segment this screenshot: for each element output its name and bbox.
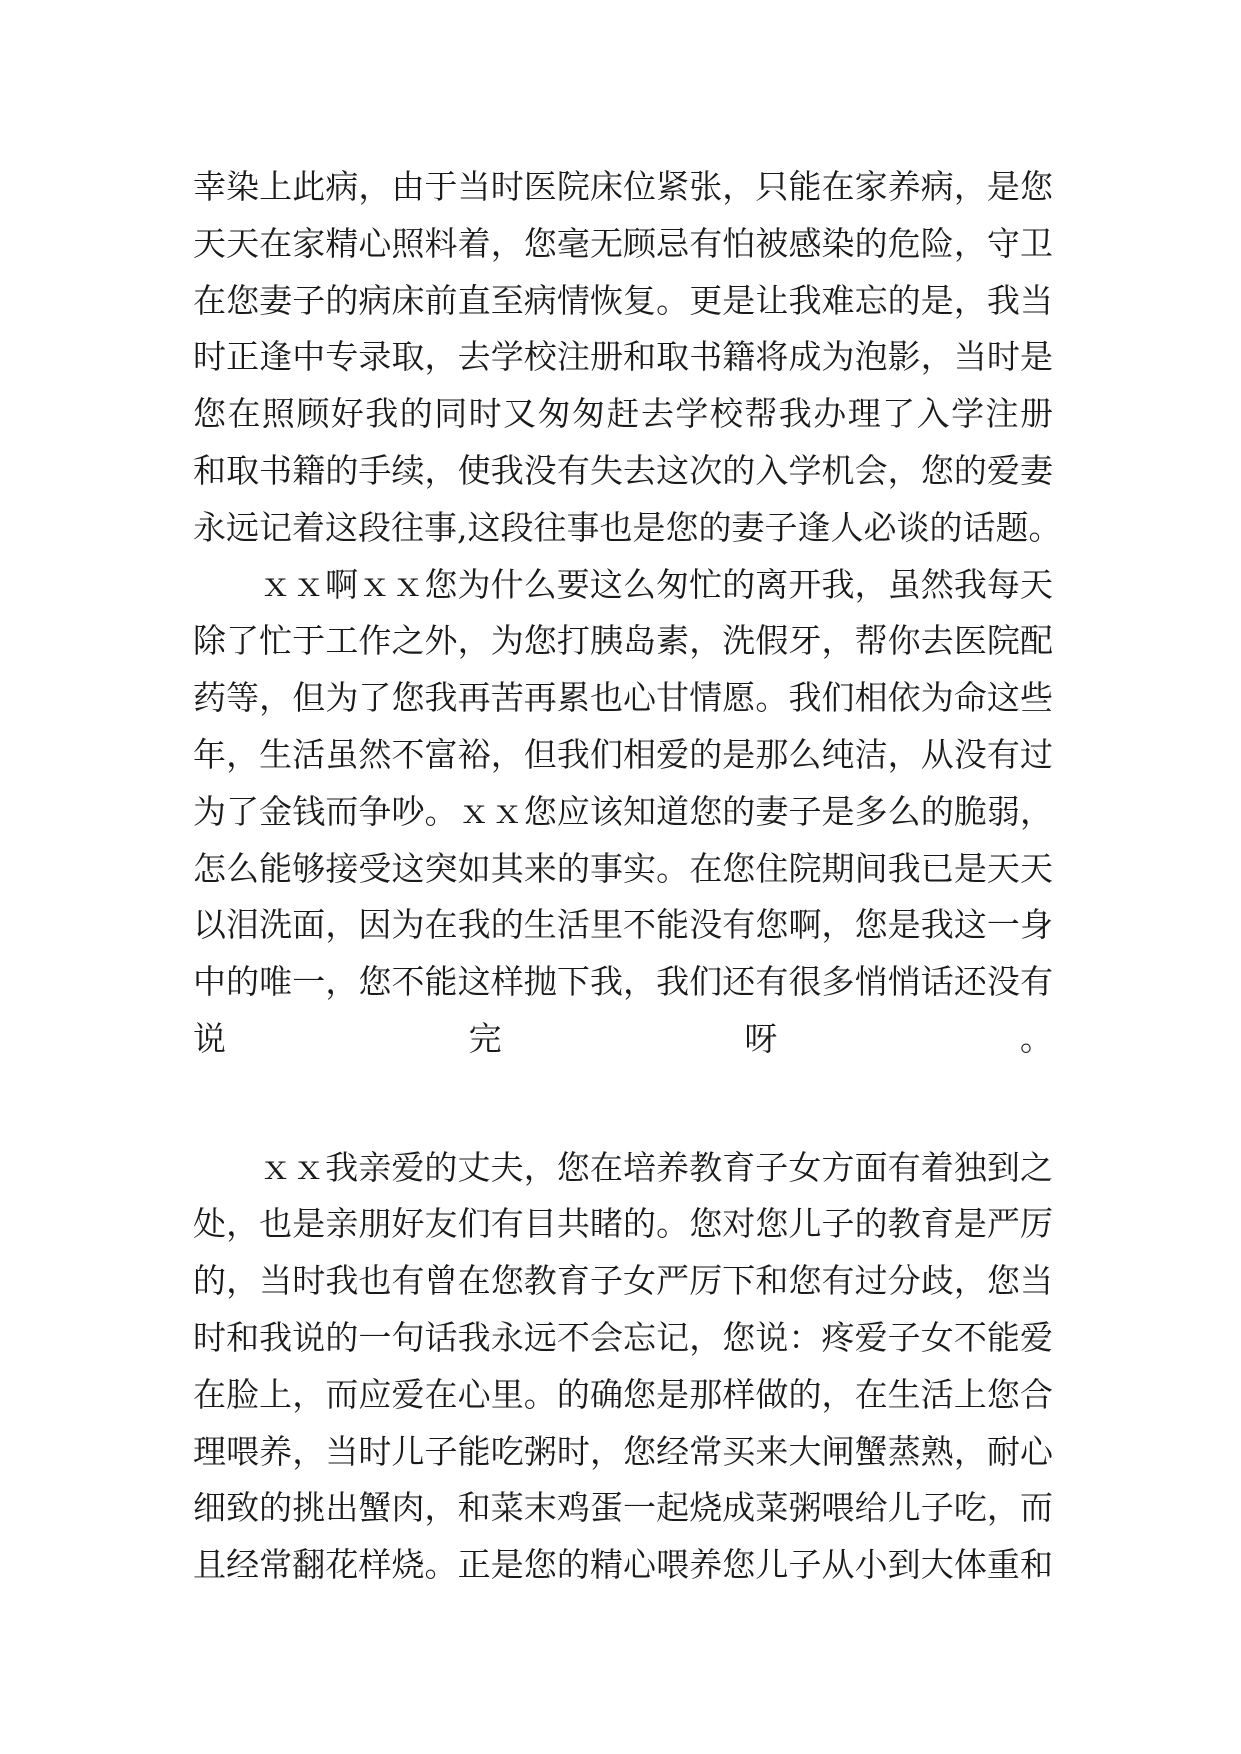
text-line: 药等，但为了您我再苦再累也心甘情愿。我们相依为命这些	[193, 678, 1053, 718]
text-line: 天天在家精心照料着，您毫无顾忌有怕被感染的危险，守卫	[193, 223, 1053, 263]
paragraph	[193, 1140, 1053, 1594]
text-line: 年，生活虽然不富裕，但我们相爱的是那么纯洁，从没有过	[193, 734, 1053, 774]
text-line: 中的唯一，您不能这样抛下我，我们还有很多悄悄话还没有	[193, 962, 1053, 1002]
paragraph	[193, 159, 1062, 557]
text-line: 以泪洗面，因为在我的生活里不能没有您啊，您是我这一身	[193, 905, 1053, 945]
text-line: 在您妻子的病床前直至病情恢复。更是让我难忘的是，我当	[193, 280, 1053, 320]
text-line: 的，当时我也有曾在您教育子女严厉下和您有过分歧，您当	[193, 1261, 1053, 1301]
text-line: 且经常翻花样烧。正是您的精心喂养您儿子从小到大体重和	[193, 1545, 1053, 1585]
paragraph	[193, 557, 1053, 1125]
text-line: 除了忙于工作之外，为您打胰岛素，洗假牙，帮你去医院配	[193, 621, 1053, 661]
body-text	[193, 159, 1062, 1594]
text-line: 时正逢中专录取，去学校注册和取书籍将成为泡影，当时是	[193, 337, 1053, 377]
text-line: 在脸上，而应爱在心里。的确您是那样做的，在生活上您合	[193, 1374, 1053, 1414]
text-line	[193, 1068, 1053, 1125]
text-line: 说完呀。	[193, 1018, 1053, 1058]
text-line: 永远记着这段往事,这段往事也是您的妻子逢人必谈的话题。	[193, 507, 1062, 547]
text-line: 理喂养，当时儿子能吃粥时，您经常买来大闸蟹蒸熟，耐心	[193, 1431, 1053, 1471]
text-line: 怎么能够接受这突如其来的事实。在您住院期间我已是天天	[193, 848, 1053, 888]
text-line: 时和我说的一句话我永远不会忘记，您说：疼爱子女不能爱	[193, 1317, 1053, 1357]
text-line: 为了金钱而争吵。ｘｘ您应该知道您的妻子是多么的脆弱，	[193, 791, 1053, 831]
text-line: 您在照顾好我的同时又匆匆赶去学校帮我办理了入学注册	[193, 394, 1053, 434]
paragraph-gap	[193, 1125, 1053, 1140]
text-line: ｘｘ我亲爱的丈夫，您在培养教育子女方面有着独到之	[259, 1147, 1053, 1187]
text-line: ｘｘ啊ｘｘ您为什么要这么匆忙的离开我，虽然我每天	[259, 564, 1053, 604]
text-line: 幸染上此病，由于当时医院床位紧张，只能在家养病，是您	[193, 167, 1053, 206]
text-line: 处，也是亲朋好友们有目共睹的。您对您儿子的教育是严厉	[193, 1204, 1053, 1244]
text-line: 细致的挑出蟹肉，和菜末鸡蛋一起烧成菜粥喂给儿子吃，而	[193, 1488, 1053, 1528]
text-line: 和取书籍的手续，使我没有失去这次的入学机会，您的爱妻	[193, 450, 1053, 490]
